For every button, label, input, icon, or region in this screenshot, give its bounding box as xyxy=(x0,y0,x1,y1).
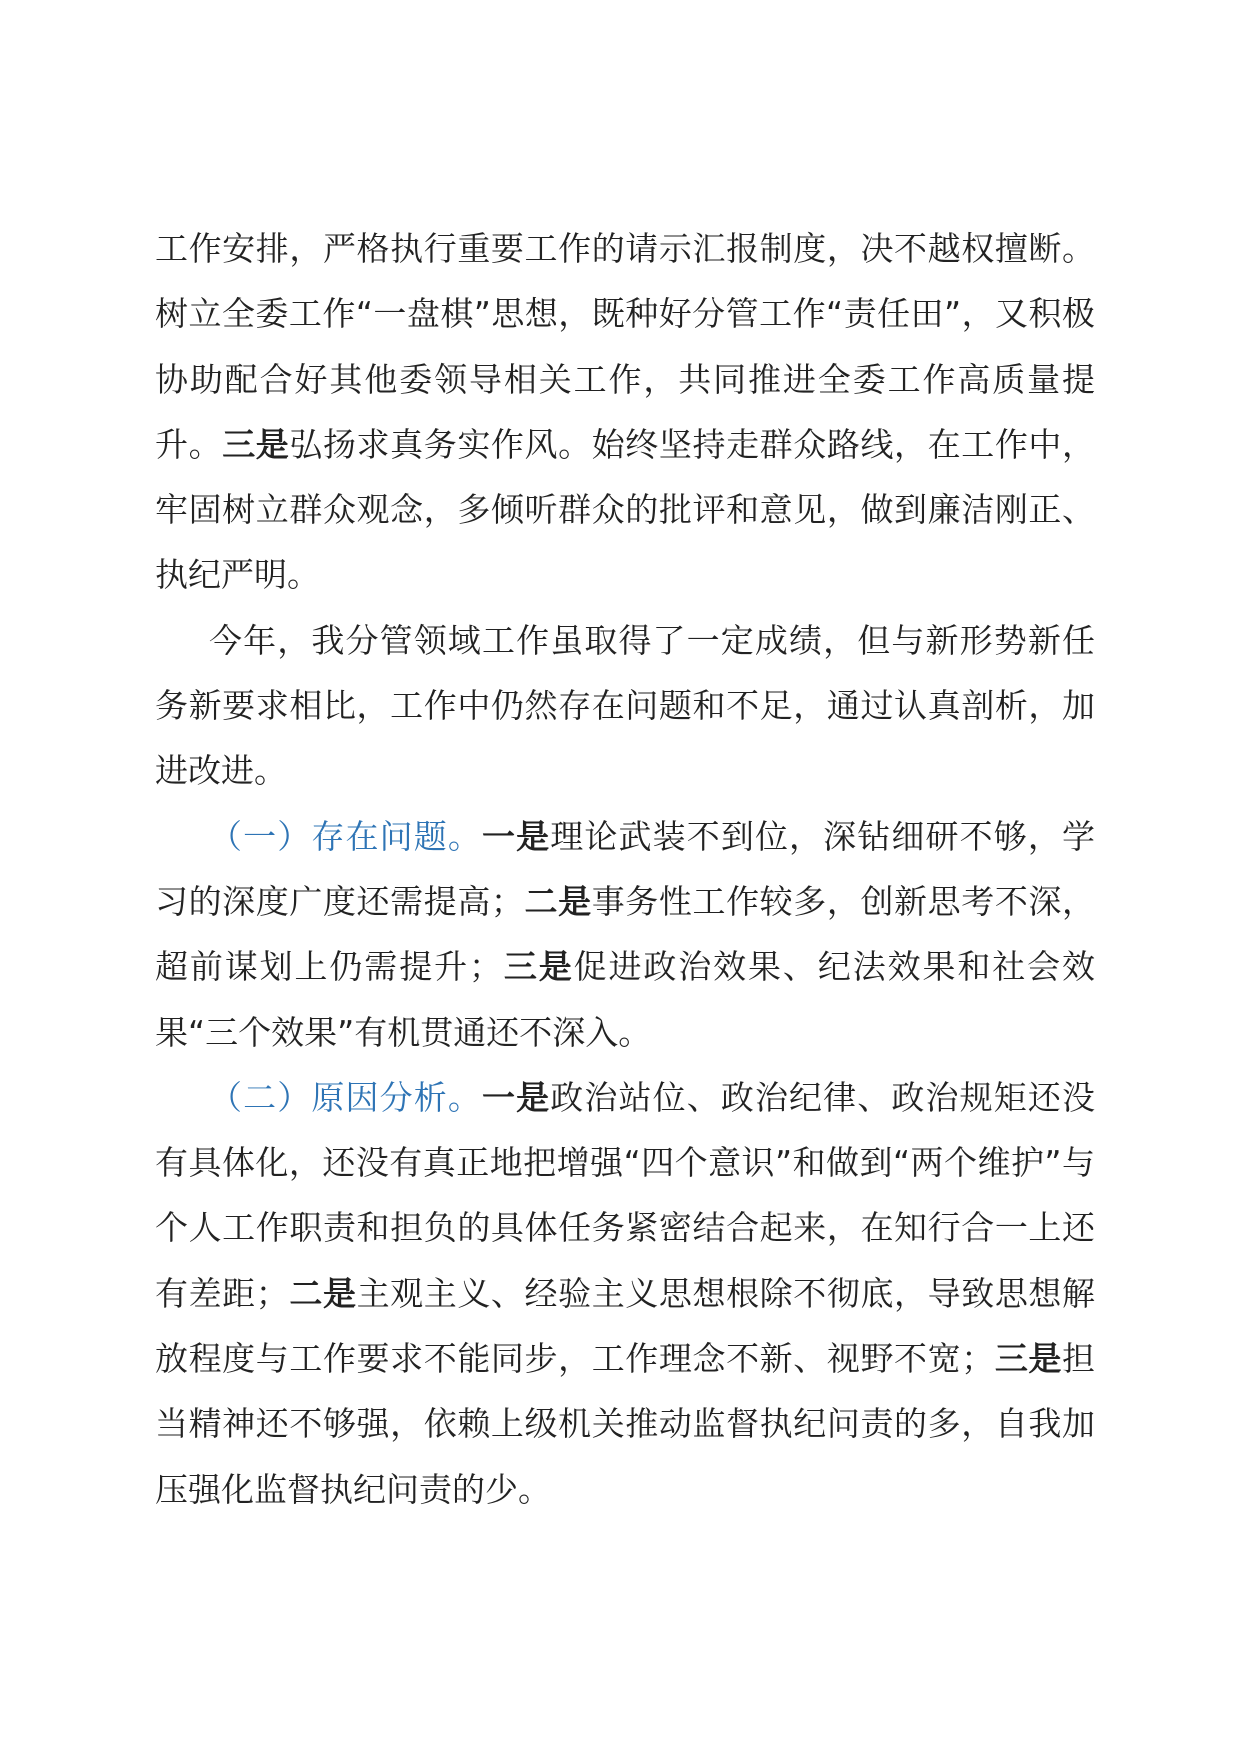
section-heading-causes: （二）原因分析。 xyxy=(209,1077,482,1117)
bold-keyword: 二是 xyxy=(288,1273,357,1313)
paragraph-text: 促进政治效果、纪法效果和社会效果“三个效果”有机贯通还不深入。 xyxy=(155,947,1096,1052)
paragraph-problems xyxy=(155,804,1095,1065)
paragraph-text: 政治站位、政治纪律、政治规矩还没有具体化，还没有真正地把增强“四个意识”和做到“两个维护”与个人工作职责和担负的具体任务紧密结合起来，在知行合一上还有差距； xyxy=(155,1077,1096,1313)
paragraph-continuation xyxy=(155,216,1095,608)
paragraph-text: 理论武装不到位，深钻细研不够，学习的深度广度还需提高； xyxy=(155,816,1096,921)
paragraph-text: 担当精神还不够强，依赖上级机关推动监督执纪问责的多，自我加压强化监督执纪问责的少。 xyxy=(155,1339,1096,1509)
bold-keyword: 二是 xyxy=(523,881,592,921)
paragraph-text: 弘扬求真务实作风。始终坚持走群众路线，在工作中，牢固树立群众观念，多倾听群众的批评和意见，做到廉洁刚正、执纪严明。 xyxy=(155,424,1096,595)
bold-keyword: 三是 xyxy=(222,424,290,464)
paragraph-text: 事务性工作较多，创新思考不深，超前谋划上仍需提升； xyxy=(155,881,1096,987)
section-heading-problems: （一）存在问题。 xyxy=(209,816,482,856)
bold-keyword: 三是 xyxy=(994,1339,1063,1379)
bold-keyword: 一是 xyxy=(481,816,551,856)
document-page xyxy=(155,216,1095,1522)
paragraph-text: 工作安排，严格执行重要工作的请示汇报制度，决不越权擅断。树立全委工作“一盘棋”思想，既种好分管工作“责任田”，又积极协助配合好其他委领导相关工作，共同推进全委工作高质量提升。 xyxy=(155,229,1095,464)
bold-keyword: 三是 xyxy=(501,947,574,987)
paragraph-text: 主观主义、经验主义思想根除不彻底，导致思想解放程度与工作要求不能同步，工作理念不新、视野不宽； xyxy=(155,1273,1096,1379)
paragraph-summary xyxy=(155,608,1095,804)
paragraph-causes xyxy=(155,1065,1095,1522)
paragraph-text: 今年，我分管领域工作虽取得了一定成绩，但与新形势新任务新要求相比，工作中仍然存在问题和不足，通过认真剖析，加进改进。 xyxy=(155,620,1095,791)
bold-keyword: 一是 xyxy=(481,1077,551,1117)
